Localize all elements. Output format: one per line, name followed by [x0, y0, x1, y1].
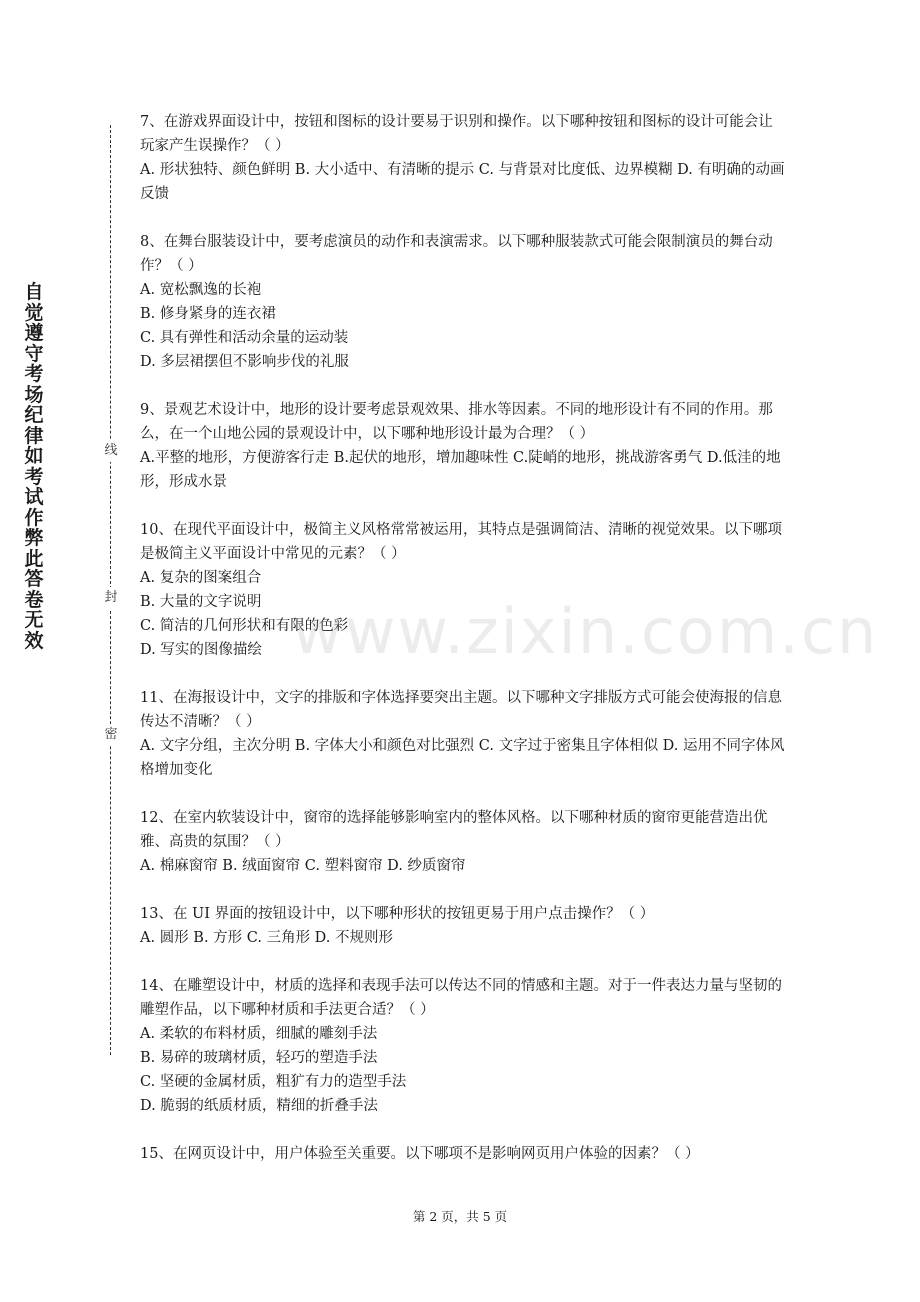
question-9 — [140, 398, 785, 494]
page-number-footer: 第 2 页，共 5 页 — [412, 1209, 508, 1224]
question-12 — [140, 806, 785, 878]
option-c: C. 坚硬的金属材质，粗犷有力的造型手法 — [140, 1074, 407, 1090]
binding-label-line: 线 — [102, 440, 120, 462]
option-a: A. 柔软的布料材质，细腻的雕刻手法 — [140, 1026, 378, 1042]
question-7 — [140, 110, 785, 206]
question-13 — [140, 902, 785, 950]
option-d: D. 写实的图像描绘 — [140, 642, 262, 658]
question-stem: 15、在网页设计中，用户体验至关重要。以下哪项不是影响网页用户体验的因素？（ ） — [140, 1146, 700, 1162]
question-stem: 8、在舞台服装设计中，要考虑演员的动作和表演需求。以下哪种服装款式可能会限制演员的舞台动作？（ ） — [140, 234, 773, 274]
binding-label-seal: 封 — [102, 587, 120, 609]
option-a: A. 复杂的图案组合 — [140, 570, 262, 586]
question-15 — [140, 1142, 785, 1166]
question-8 — [140, 230, 785, 374]
option-c: C. 简洁的几何形状和有限的色彩 — [140, 618, 349, 634]
option-c: C. 具有弹性和活动余量的运动装 — [140, 330, 349, 346]
question-options: A. 棉麻窗帘 B. 绒面窗帘 C. 塑料窗帘 D. 纱质窗帘 — [140, 858, 466, 874]
question-stem: 11、在海报设计中，文字的排版和字体选择要突出主题。以下哪种文字排版方式可能会使海报的信息传达不清晰？（ ） — [140, 690, 782, 730]
question-stem: 10、在现代平面设计中，极简主义风格常常被运用，其特点是强调简洁、清晰的视觉效果。以下哪项是极简主义平面设计中常见的元素？（ ） — [140, 522, 782, 562]
exam-discipline-notice: 自觉遵守考场纪律如考试作弊此答卷无效 — [24, 281, 44, 652]
option-d: D. 多层裙摆但不影响步伐的礼服 — [140, 354, 349, 370]
question-14 — [140, 974, 785, 1118]
question-options: A. 圆形 B. 方形 C. 三角形 D. 不规则形 — [140, 930, 394, 946]
question-stem: 14、在雕塑设计中，材质的选择和表现手法可以传达不同的情感和主题。对于一件表达力量与坚韧的雕塑作品，以下哪种材质和手法更合适？（ ） — [140, 978, 782, 1018]
question-stem: 9、景观艺术设计中，地形的设计要考虑景观效果、排水等因素。不同的地形设计有不同的作用。那么，在一个山地公园的景观设计中，以下哪种地形设计最为合理？（ ） — [140, 402, 773, 442]
question-options: A.平整的地形，方便游客行走 B.起伏的地形，增加趣味性 C.陡峭的地形，挑战游客勇气 D.低洼的地形，形成水景 — [140, 450, 781, 490]
site-watermark: www.zixin.com.cn — [292, 595, 879, 668]
question-11 — [140, 686, 785, 782]
option-b: B. 修身紧身的连衣裙 — [140, 306, 276, 322]
question-stem: 12、在室内软装设计中，窗帘的选择能够影响室内的整体风格。以下哪种材质的窗帘更能营造出优雅、高贵的氛围？（ ） — [140, 810, 768, 850]
question-stem: 13、在 UI 界面的按钮设计中，以下哪种形状的按钮更易于用户点击操作？（ ） — [140, 906, 655, 922]
question-options: A. 文字分组，主次分明 B. 字体大小和颜色对比强烈 C. 文字过于密集且字体相似 D. 运用不同字体风格增加变化 — [140, 738, 785, 778]
option-b: B. 大量的文字说明 — [140, 594, 262, 610]
question-stem: 7、在游戏界面设计中，按钮和图标的设计要易于识别和操作。以下哪种按钮和图标的设计可能会让玩家产生误操作？（ ） — [140, 114, 773, 154]
option-d: D. 脆弱的纸质材质，精细的折叠手法 — [140, 1098, 378, 1114]
binding-label-secret: 密 — [102, 724, 120, 746]
question-options: A. 形状独特、颜色鲜明 B. 大小适中、有清晰的提示 C. 与背景对比度低、边界模糊 D. 有明确的动画反馈 — [140, 162, 785, 202]
option-b: B. 易碎的玻璃材质，轻巧的塑造手法 — [140, 1050, 378, 1066]
option-a: A. 宽松飘逸的长袍 — [140, 282, 262, 298]
